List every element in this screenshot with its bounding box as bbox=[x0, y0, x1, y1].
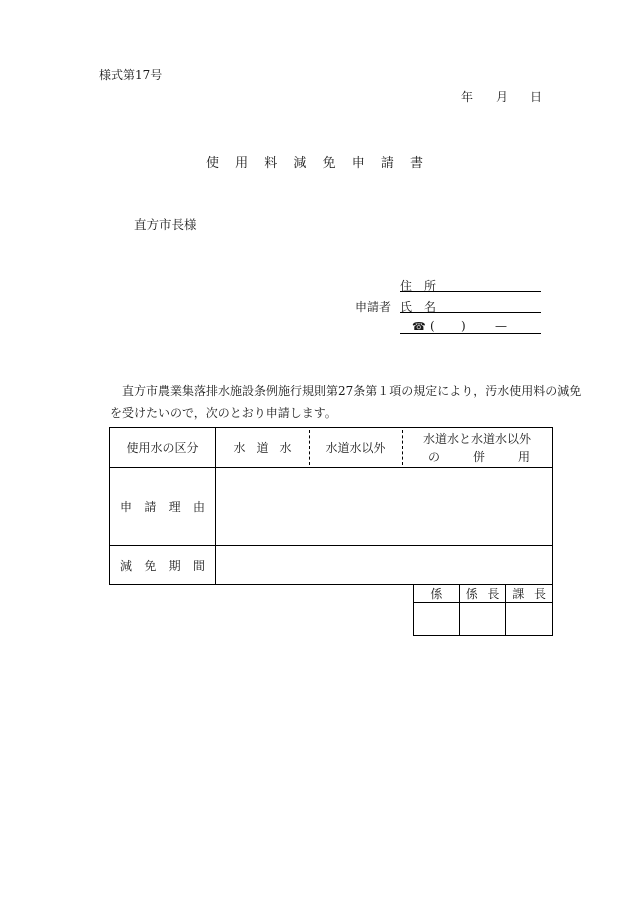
stamp-char: 長 bbox=[533, 587, 546, 601]
water-category-label: 使用水の区分 bbox=[110, 428, 216, 468]
label-char: 請 bbox=[144, 500, 157, 514]
label-char: 理 bbox=[168, 500, 181, 514]
stamp-cell-section-chief[interactable] bbox=[459, 603, 506, 636]
title-char: 料 bbox=[264, 156, 279, 171]
option-non-water-supply[interactable]: 水道水以外 bbox=[325, 441, 386, 455]
name-field[interactable] bbox=[400, 312, 541, 313]
label-char: 減 bbox=[120, 558, 133, 573]
option-char: の bbox=[428, 449, 441, 464]
address-field[interactable] bbox=[400, 291, 541, 292]
application-text bbox=[110, 380, 582, 424]
phone-close-paren: ) bbox=[461, 319, 466, 333]
name-label-1: 氏 bbox=[400, 300, 413, 314]
title-char: 免 bbox=[322, 156, 337, 171]
phone-dash: — bbox=[495, 319, 507, 333]
stamp-char: 係 bbox=[465, 587, 478, 601]
addressee: 直方市長様 bbox=[134, 217, 197, 232]
stamp-header-division-chief bbox=[506, 585, 553, 603]
date-year-label: 年 bbox=[461, 90, 474, 104]
stamp-cell-division-chief[interactable] bbox=[506, 603, 553, 636]
option-char: 併 bbox=[472, 449, 485, 464]
address-label-2: 所 bbox=[424, 279, 437, 293]
label-char: 申 bbox=[120, 500, 133, 514]
approval-stamp-box bbox=[413, 584, 553, 636]
reason-field[interactable] bbox=[216, 468, 553, 546]
option-combined[interactable] bbox=[402, 428, 552, 467]
applicant-label: 申請者 bbox=[355, 300, 392, 314]
label-char: 期 bbox=[168, 558, 181, 573]
date-month-label: 月 bbox=[496, 90, 509, 104]
option-char: 道 bbox=[256, 441, 269, 455]
water-category-options bbox=[216, 428, 553, 468]
stamp-char: 課 bbox=[512, 587, 525, 601]
date-day-label: 日 bbox=[530, 90, 543, 104]
application-text-line: 直方市農業集落排水施設条例施行規則第27条第１項の規定により，汚水使用料の減免 bbox=[122, 384, 582, 398]
period-field[interactable] bbox=[216, 546, 553, 585]
option-combined-line2 bbox=[402, 448, 552, 466]
option-water-supply[interactable] bbox=[216, 428, 309, 467]
option-char: 水 bbox=[233, 441, 246, 455]
name-label-2: 名 bbox=[424, 300, 437, 314]
application-text-line: を受けたいので，次のとおり申請します。 bbox=[110, 406, 337, 420]
page-title bbox=[0, 152, 630, 171]
reason-label bbox=[110, 468, 216, 546]
phone-open-paren: ( bbox=[430, 319, 435, 333]
stamp-header-clerk: 係 bbox=[414, 585, 460, 603]
option-combined-line1: 水道水と水道水以外 bbox=[422, 431, 531, 446]
form-number: 様式第17号 bbox=[99, 68, 163, 82]
telephone-icon: ☎ bbox=[412, 320, 426, 333]
stamp-header-section-chief bbox=[459, 585, 506, 603]
phone-field[interactable] bbox=[400, 333, 541, 334]
stamp-char: 長 bbox=[487, 587, 500, 601]
title-char: 減 bbox=[293, 156, 308, 171]
stamp-cell-clerk[interactable] bbox=[414, 603, 460, 636]
label-char: 間 bbox=[192, 558, 205, 573]
application-table bbox=[109, 427, 553, 585]
label-char: 由 bbox=[192, 500, 205, 514]
title-char: 申 bbox=[351, 156, 366, 171]
title-char: 使 bbox=[205, 156, 220, 171]
option-char: 水 bbox=[279, 441, 292, 455]
address-label-1: 住 bbox=[400, 279, 413, 293]
title-char: 請 bbox=[380, 156, 395, 171]
title-char: 用 bbox=[235, 156, 250, 171]
period-label bbox=[110, 546, 216, 585]
option-char: 用 bbox=[517, 449, 530, 464]
label-char: 免 bbox=[144, 558, 157, 573]
title-char: 書 bbox=[409, 156, 424, 171]
